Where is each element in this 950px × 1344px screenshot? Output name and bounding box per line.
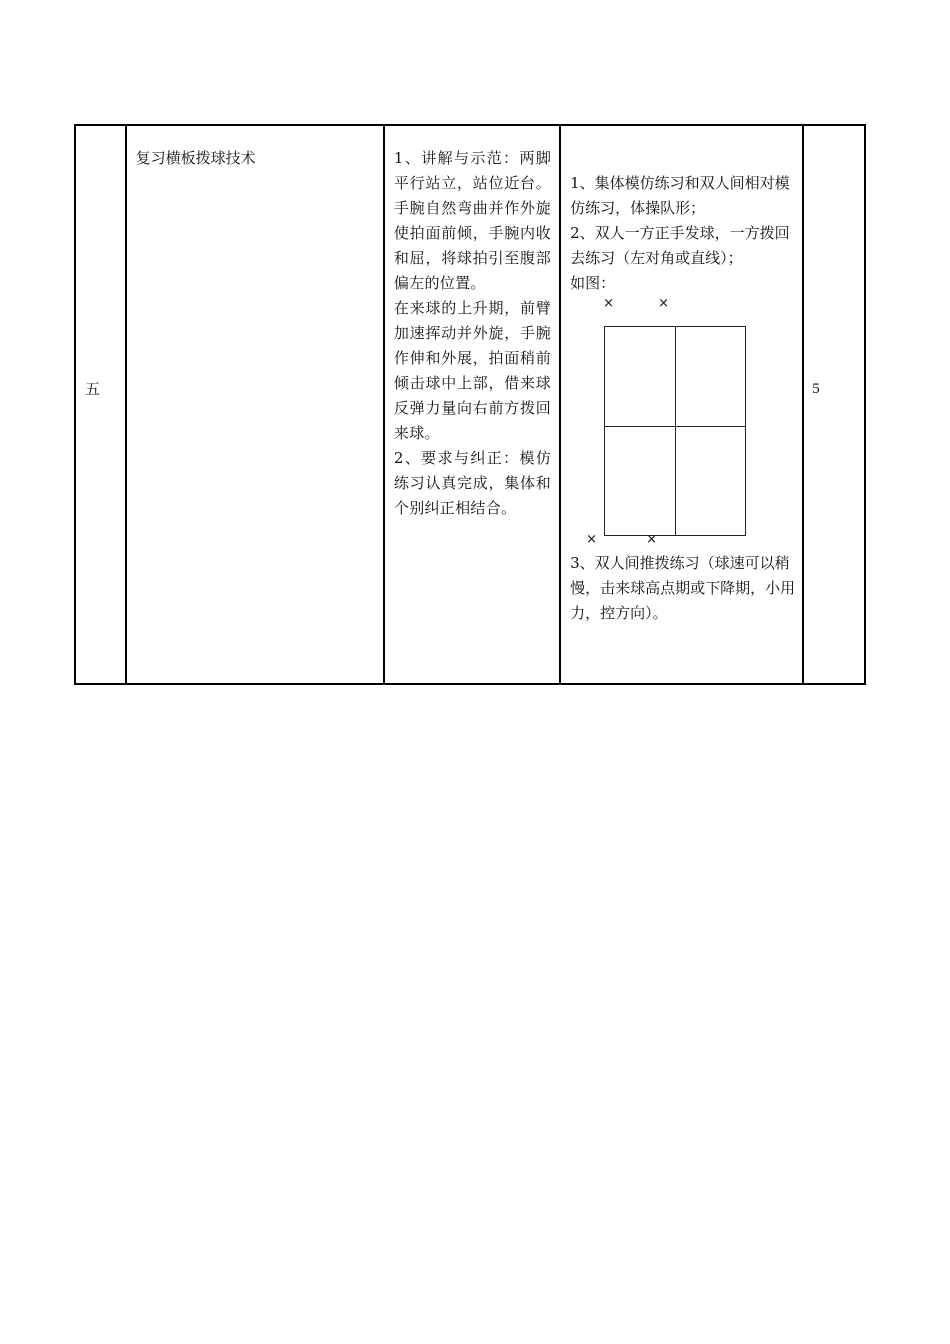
org-item-1: 1、集体模仿练习和双人间相对模仿练习，体操队形； xyxy=(570,174,790,217)
lesson-plan-table xyxy=(74,124,866,685)
player-mark-top-left: × xyxy=(603,296,615,311)
player-mark-bottom-right: × xyxy=(646,532,658,547)
topic-cell xyxy=(126,125,384,684)
method-cell xyxy=(384,125,560,684)
method-requirements: 2、要求与纠正：模仿练习认真完成，集体和个别纠正相结合。 xyxy=(393,449,552,517)
player-mark-bottom-left: × xyxy=(586,532,598,547)
table-tennis-diagram xyxy=(570,296,800,551)
section-number-cell xyxy=(75,125,126,684)
player-mark-top-right: × xyxy=(658,296,670,311)
org-item-2-tail: 如图： xyxy=(570,274,616,292)
table-center-line xyxy=(675,327,676,535)
table-row xyxy=(75,125,865,684)
method-technique: 在来球的上升期，前臂加速挥动并外旋，手腕作伸和外展，拍面稍前倾击球中上部，借来球反弹力量向右前方拨回来球。 xyxy=(393,299,552,442)
section-number: 五 xyxy=(85,379,101,398)
ping-pong-table xyxy=(604,326,746,536)
topic-title: 复习横板拨球技术 xyxy=(135,149,256,167)
method-explanation: 1、讲解与示范：两脚平行站立，站位近台。手腕自然弯曲并作外旋使拍面前倾，手腕内收和屈，将球拍引至腹部偏左的位置。 xyxy=(393,149,552,292)
org-item-2: 2、双人一方正手发球，一方拨回去练习（左对角或直线）； xyxy=(570,224,790,267)
organization-cell xyxy=(560,125,803,684)
org-item-3: 3、双人间推拨练习（球速可以稍慢，击来球高点期或下降期，小用力，控方向）。 xyxy=(570,554,796,622)
time-minutes: 5 xyxy=(812,380,820,397)
time-cell xyxy=(803,125,865,684)
